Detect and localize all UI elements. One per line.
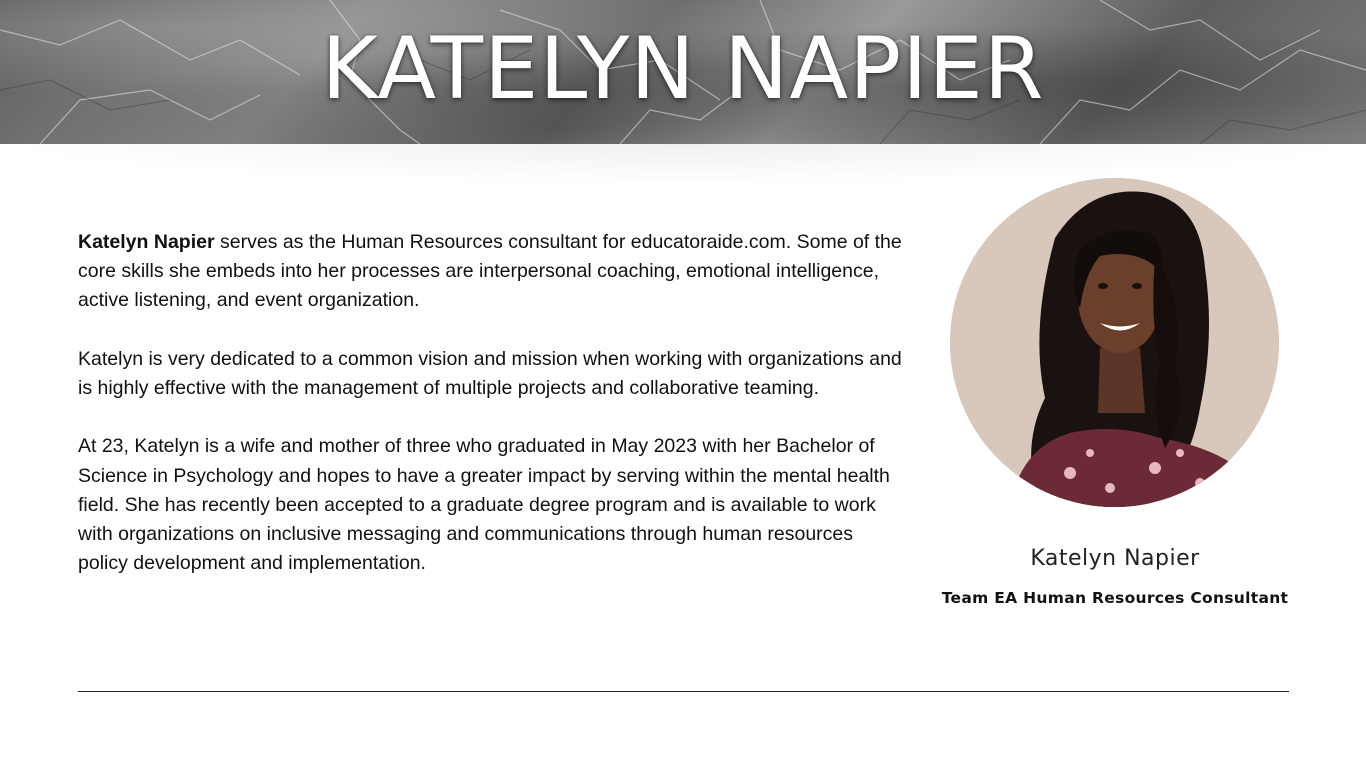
bio-section [78, 228, 908, 608]
banner-shadow [0, 144, 1366, 184]
profile-role: Team EA Human Resources Consultant [941, 589, 1289, 607]
bio-paragraph-1-text: serves as the Human Resources consultant for educatoraide.com. Some of the core skills she embeds into her processes are interpersonal coaching, emotional intelligence, active listening, and event organization. [78, 231, 902, 312]
bio-paragraph-3: At 23, Katelyn is a wife and mother of three who graduated in May 2023 with her Bachelor of Science in Psychology and hopes to have a greater impact by serving within the mental health field. She has recently been accepted to a graduate degree program and is available to work with organizations on inclusive messaging and communications through human resources policy development and implementation. [78, 435, 890, 575]
bio-paragraph-2: Katelyn is very dedicated to a common vision and mission when working with organizations and is highly effective with the management of multiple projects and collaborative teaming. [78, 347, 902, 399]
bio-lead-name: Katelyn Napier [78, 231, 215, 253]
bio-paragraph-1 [78, 228, 908, 316]
page-title: KATELYN NAPIER [321, 19, 1045, 119]
profile-name: Katelyn Napier [1030, 546, 1200, 571]
footer-divider [78, 691, 1289, 692]
profile-photo [950, 178, 1279, 507]
marble-banner [0, 0, 1366, 144]
